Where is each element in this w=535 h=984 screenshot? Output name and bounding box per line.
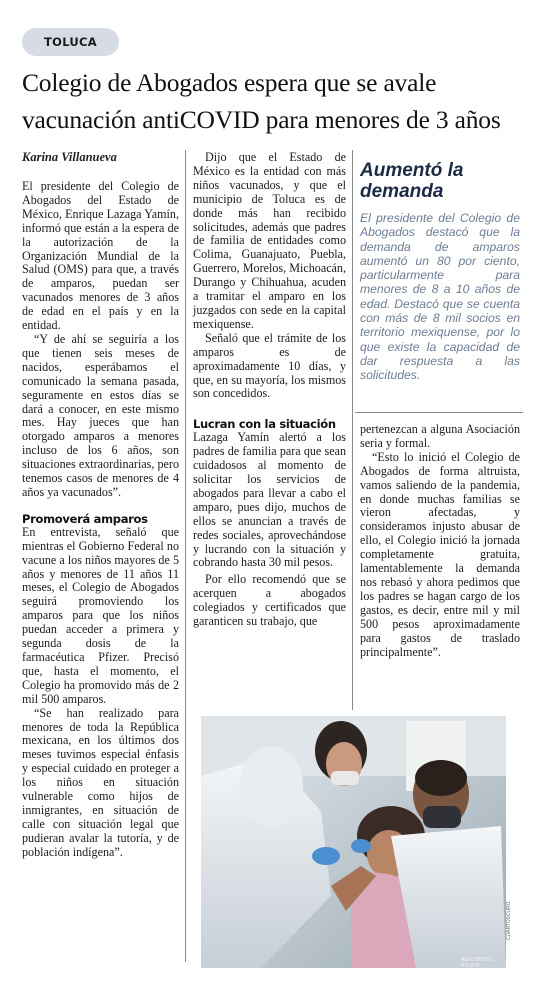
column-divider [352,150,353,710]
subheading: Promoverá amparos [22,511,148,526]
subheading: Lucran con la situación [193,417,336,432]
article-column-2 [193,151,346,629]
column-divider [185,150,186,962]
byline: Karina Villanueva [22,150,117,164]
paragraph: En entrevista, señaló que mientras el Gobierno Federal no vacune a los niños mayores de 5 años y menores de 11 años 11 meses, el Colegio de Abogados seguirá promoviendo los amparos para que los niños puedan acceder a primera y segunda dosis de la farmacéutica Pfizer. Precisó que, hasta el momento, el Colegio ha promovido más de 2 mil 500 amparos. [22,524,179,706]
paragraph: Lazaga Yamín alertó a los padres de familia para que sean cuidadosos al momento de solicitar los servicios de abogados para llevar a cabo el amparo, pues dijo, muchos de ellos se anuncian a través de redes sociales, aprovechándose y lucrando con la situación y cobrando hasta 30 mil pesos. [193,430,346,570]
vaccination-photo-illustration [201,716,506,968]
paragraph: pertenezcan a alguna Asociación seria y formal. [360,422,520,450]
paragraph: El presidente del Colegio de Abogados del Estado de México, Enrique Lazaga Yamín, informó que están a la espera de la autorización de la Organización Mundial de la Salud (OMS) para que, a través de amparos, puedan ser vacunados menores de 3 años de edad en el país y en la entidad. [22,179,179,333]
photo-credit: AGALBERTO ROQUE [461,957,493,968]
section-tag[interactable]: TOLUCA [22,28,119,56]
sidebar-text: El presidente del Colegio de Abogados destacó que la demanda de amparos aumentó un 80 por ciento, particularmente para menores de 8 a 10 años de edad. Destacó que se cuenta con más de 8 mil socios en territorio mexiquense, por lo que existe la capacidad de dar respuesta a las solicitudes. [360,211,520,383]
sidebar-title: Aumentó la demanda [360,160,464,202]
paragraph: “Y de ahí se seguiría a los que tienen seis meses de nacidos, esperábamos el comunicado la semana pasada, seguramente en estos días se dará a conocer, en este mismo mes. Hay jueces que han otorgado amparos a menores incluso de los 6 años, son situaciones extraordinarias, pero tenemos casos de menores de 4 años ya vacunados”. [22,331,179,499]
paragraph: Por ello recomendó que se acerquen a abogados colegiados y certificados que garanticen su trabajo, que [193,572,346,629]
paragraph: Dijo que el Estado de México es la entidad con más niños vacunados, y que el municipio de Toluca es de donde más han recibido solicitudes, además que padres de familia de entidades como Colima, Guanajuato, Puebla, Guerrero, Morelos, Michoacán, Durango y Chihuahua, acuden a tramitar el amparo en los juzgados con sede en la capital mexiquense. [193,150,346,331]
paragraph: Señaló que el trámite de los amparos es de aproximadamente 10 días, y que, en su mayoría, los mismos son concedidos. [193,330,346,401]
article-column-3 [360,423,520,659]
photo-side-credit: CUARTOSCURO [506,901,512,940]
news-photo [201,716,506,968]
paragraph: “Esto lo inició el Colegio de Abogados de forma altruista, vamos saliendo de la pandemia, en donde muchas familias se vieron afectadas, y consideramos injusto abusar de ello, el Colegio inició la jornada completamente gratuita, lamentablemente la demanda nos rebasó y ahora pedimos que los padres se hagan cargo de los gastos, es decir, entre mil y mil 500 pesos aproximadamente para gastos de traslado principalmente”. [360,449,520,659]
headline: Colegio de Abogados espera que se avale vacunación antiCOVID para menores de 3 años [22,68,501,134]
article-column-1 [22,180,179,860]
paragraph: “Se han realizado para menores de toda la República mexicana, en los últimos dos meses tuvimos especial énfasis y especial cuidado en proteger a los niños en situación vulnerable como hijos de inmigrantes, en situación de calle con situación legal que pudieran avalar la tutoría, y de población indígena”. [22,705,179,859]
sidebar-divider [355,412,523,413]
